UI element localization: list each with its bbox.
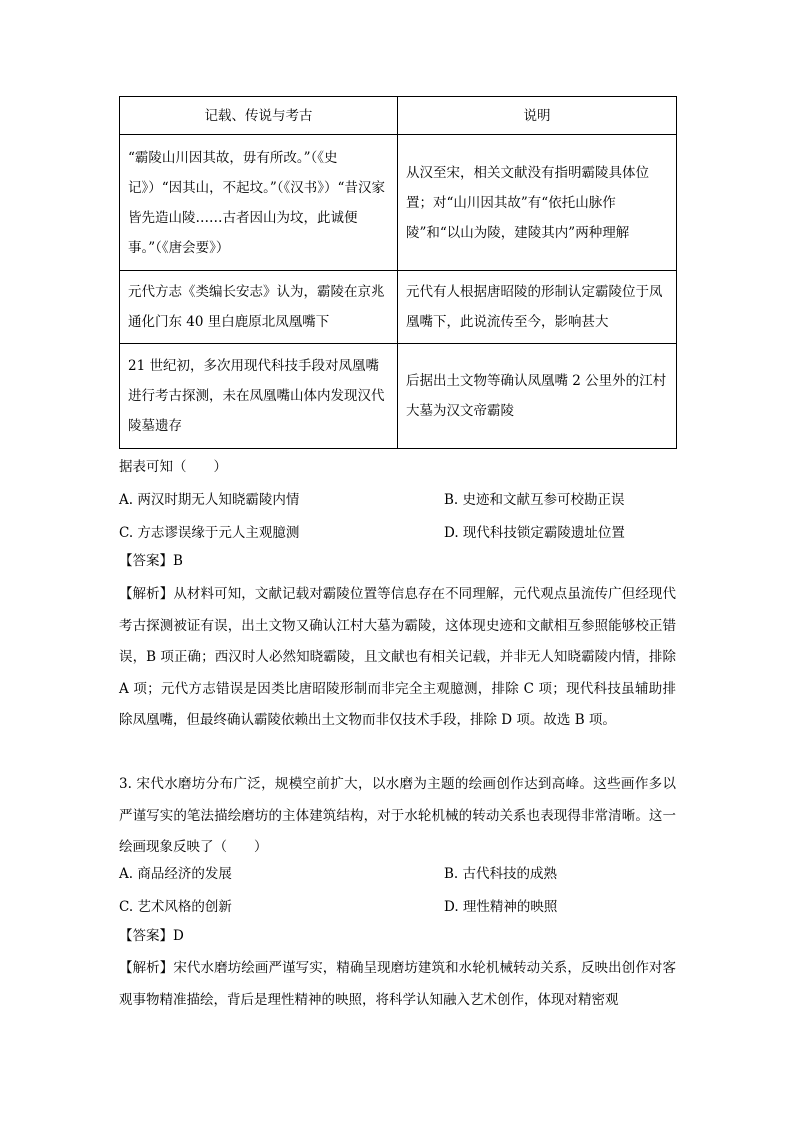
table-cell-notes: 元代有人根据唐昭陵的形制认定霸陵位于凤凰嘴下，此说流传至今，影响甚大 [398,271,677,344]
q2-option-c[interactable]: C. 方志谬误缘于元人主观臆测 [119,524,300,541]
q2-option-d[interactable]: D. 现代科技锁定霸陵遗址位置 [444,524,625,541]
q3-option-d[interactable]: D. 理性精神的映照 [444,898,558,915]
q3-option-a[interactable]: A. 商品经济的发展 [119,866,232,882]
table-header-row [120,97,677,135]
q3-answer: 【答案】D [119,928,184,944]
table-cell-records: 21 世纪初，多次用现代科技手段对凤凰嘴进行考古探测，未在凤凰嘴山体内发现汉代陵墓遗存 [120,344,398,449]
q3-option-b[interactable]: B. 古代科技的成熟 [444,866,558,882]
table-cell-notes: 后据出土文物等确认凤凰嘴 2 公里外的江村大墓为汉文帝霸陵 [398,344,677,449]
q2-options [119,484,676,549]
table-cell-notes: 从汉至宋，相关文献没有指明霸陵具体位置；对“山川因其故”有“依托山脉作陵”和“以山为陵，建陵其内”两种理解 [398,135,677,271]
table-row [120,344,677,449]
q2-analysis: 【解析】从材料可知，文献记载对霸陵位置等信息存在不同理解，元代观点虽流传广但经现代考古探测被证有误，出土文物又确认江村大墓为霸陵，这体现史迹和文献相互参照能够校正错误，B 项正确；西汉时人必然知晓霸陵，且文献也有相关记载，并非无人知晓霸陵内情，排除 A 项；元代方志错误是因类比唐昭陵形制而非完全主观臆测，排除 C 项；现代科技虽辅助排除凤凰嘴，但最终确认霸陵依赖出土文物而非仅技术手段，排除 D 项。故选 B 项。 [119,586,676,728]
q3-analysis: 【解析】宋代水磨坊绘画严谨写实，精确呈现磨坊建筑和水轮机械转动关系，反映出创作对客观事物精准描绘，背后是理性精神的映照，将科学认知融入艺术创作，体现对精密观 [119,960,676,1008]
q3-option-c[interactable]: C. 艺术风格的创新 [119,898,232,915]
table-row [120,271,677,344]
q2-answer: 【答案】B [119,553,183,569]
source-table [119,96,677,449]
q2-stem: 据表可知（ ） [119,459,227,475]
table-cell-records: “霸陵山川因其故，毋有所改。”（《史记》）“因其山，不起坟。”（《汉书》）“昔汉家皆先造山陵……古者因山为坟，此诚便事。”（《唐会要》） [120,135,398,271]
table-row [120,135,677,271]
table-cell-records: 元代方志《类编长安志》认为，霸陵在京兆通化门东 40 里白鹿原北凤凰嘴下 [120,271,398,344]
q3-stem: 3. 宋代水磨坊分布广泛，规模空前扩大，以水磨为主题的绘画创作达到高峰。这些画作多以严谨写实的笔法描绘磨坊的主体建筑结构，对于水轮机械的转动关系也表现得非常清晰。这一绘画现象反映了（ ） [119,776,676,855]
q3-options [119,858,676,923]
q2-option-a[interactable]: A. 两汉时期无人知晓霸陵内情 [119,492,300,508]
table-header-notes: 说明 [398,97,677,135]
table-header-records: 记载、传说与考古 [120,97,398,135]
q2-option-b[interactable]: B. 史迹和文献互参可校勘正误 [444,492,625,508]
